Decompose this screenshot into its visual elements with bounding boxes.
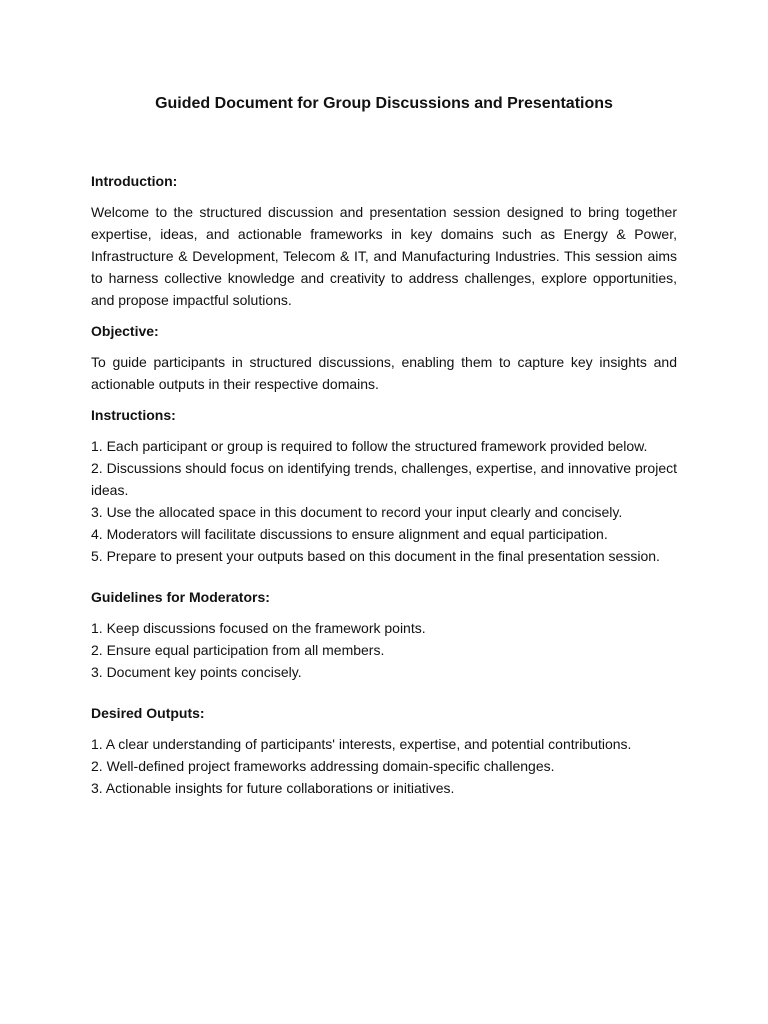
introduction-section (91, 171, 677, 311)
introduction-heading: Introduction: (91, 173, 178, 189)
instructions-section (91, 405, 677, 567)
moderators-heading: Guidelines for Moderators: (91, 589, 270, 605)
list-item: 1. Each participant or group is required to follow the structured framework provided below. (91, 438, 648, 454)
list-item: 1. A clear understanding of participants' interests, expertise, and potential contributions. (91, 736, 632, 752)
outputs-heading: Desired Outputs: (91, 705, 205, 721)
list-item: 4. Moderators will facilitate discussions to ensure alignment and equal participation. (91, 526, 608, 542)
list-item: 3. Use the allocated space in this document to record your input clearly and concisely. (91, 504, 623, 520)
moderators-list (91, 617, 677, 683)
moderators-section (91, 587, 677, 683)
document-title: Guided Document for Group Discussions and Presentations (155, 95, 613, 112)
instructions-list (91, 435, 677, 567)
list-item: 3. Actionable insights for future collaborations or initiatives. (91, 780, 455, 796)
list-item: 5. Prepare to present your outputs based on this document in the final presentation session. (91, 548, 660, 564)
objective-section (91, 321, 677, 395)
instructions-heading: Instructions: (91, 407, 176, 423)
introduction-text: Welcome to the structured discussion and presentation session designed to bring together expertise, ideas, and actionable frameworks in key domains such as Energy & Power, Infrastructure & Development, Telecom & IT, and Manufacturing Industries. This session aims to harness collective knowledge and creativity to address challenges, explore opportunities, and propose impactful solutions. (91, 204, 677, 308)
outputs-section (91, 703, 677, 799)
objective-heading: Objective: (91, 323, 159, 339)
objective-text: To guide participants in structured discussions, enabling them to capture key insights and actionable outputs in their respective domains. (91, 354, 677, 392)
outputs-list (91, 733, 677, 799)
list-item: 3. Document key points concisely. (91, 664, 302, 680)
list-item: 1. Keep discussions focused on the framework points. (91, 620, 426, 636)
list-item: 2. Ensure equal participation from all members. (91, 642, 385, 658)
list-item: 2. Discussions should focus on identifying trends, challenges, expertise, and innovative project ideas. (91, 460, 677, 498)
list-item: 2. Well-defined project frameworks addressing domain-specific challenges. (91, 758, 555, 774)
